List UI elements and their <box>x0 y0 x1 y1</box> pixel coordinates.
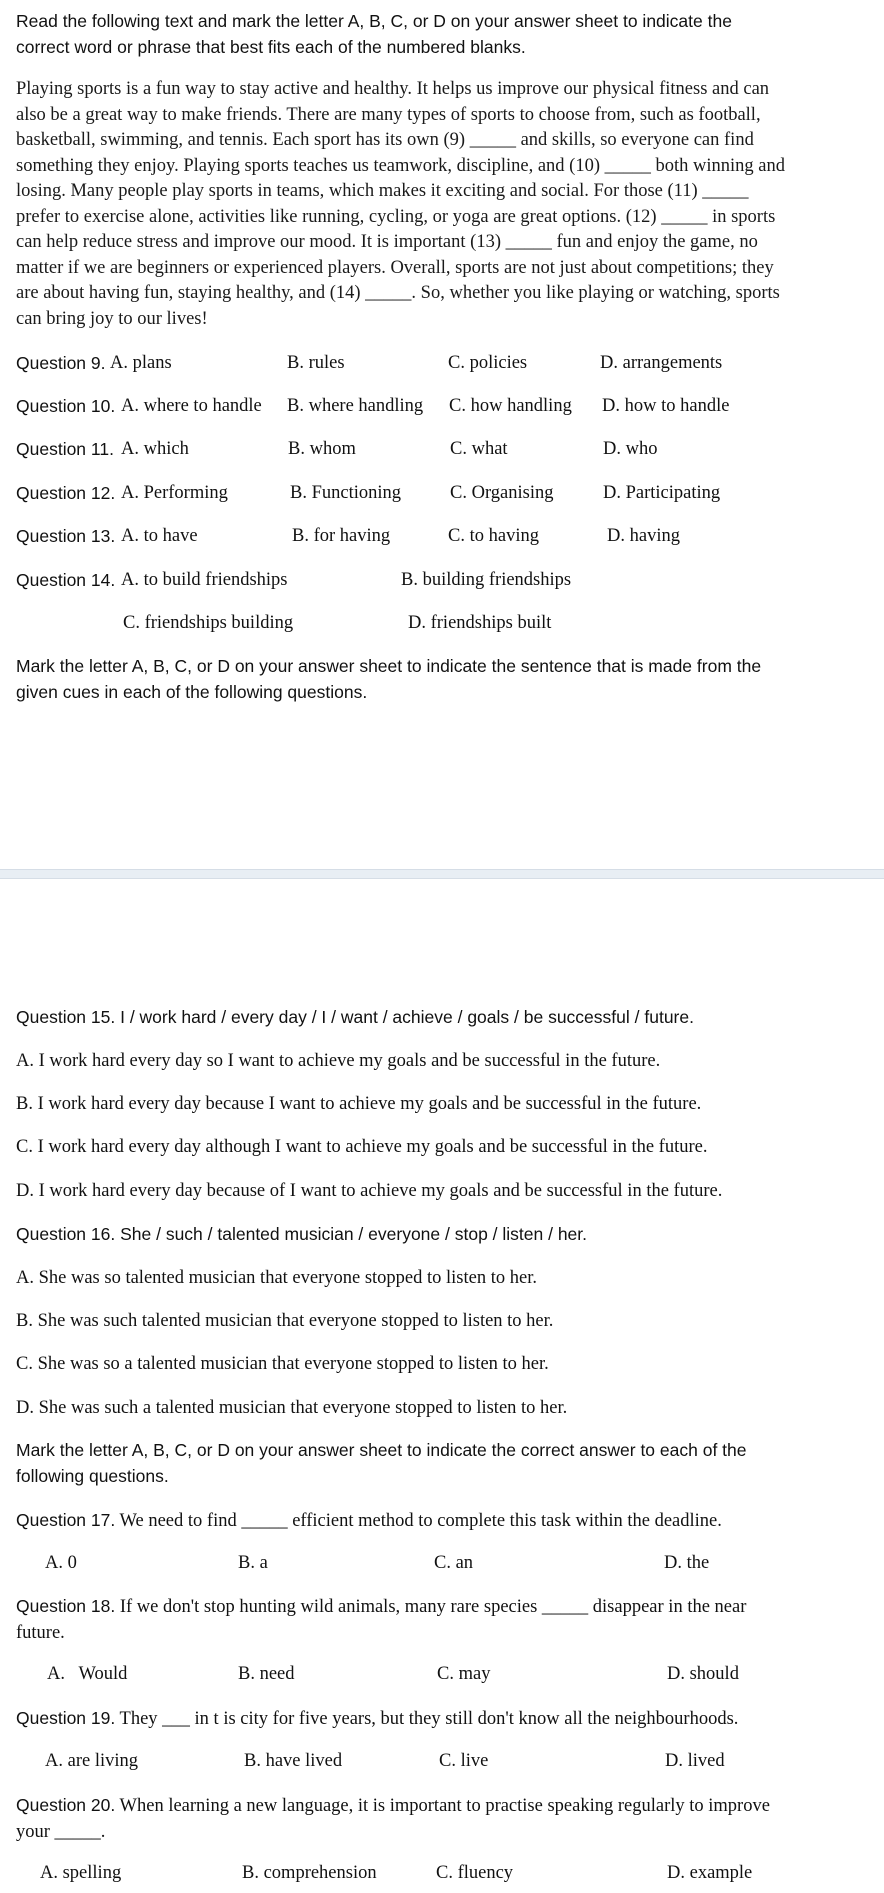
option-c[interactable]: C. to having <box>448 526 539 546</box>
option-a[interactable]: A. which <box>121 439 189 459</box>
option-a[interactable]: A. 0 <box>45 1553 77 1573</box>
option-d[interactable]: D. should <box>667 1664 739 1684</box>
question-text: We need to find _____ efficient method to complete this task within the deadline. <box>119 1511 722 1531</box>
section1-instruction: Read the following text and mark the letter A, B, C, or D on your answer sheet to indicate the correct word or phrase that best fits each of the numbered blanks. <box>16 11 732 57</box>
option-b[interactable]: B. I work hard every day because I want to achieve my goals and be successful in the future. <box>16 1094 702 1114</box>
option-d[interactable]: D. how to handle <box>602 396 730 416</box>
option-d[interactable]: D. Participating <box>603 483 721 503</box>
option-b[interactable]: B. a <box>238 1553 268 1573</box>
option-b[interactable]: B. for having <box>292 526 391 546</box>
question-stem: Question 16. She / such / talented musician / everyone / stop / listen / her. <box>16 1224 588 1244</box>
option-b[interactable]: B. whom <box>288 439 356 459</box>
option-c[interactable]: C. Organising <box>450 483 554 503</box>
option-c[interactable]: C. policies <box>448 353 528 373</box>
question-label: Question 13. <box>16 526 116 546</box>
option-a[interactable]: A. where to handle <box>121 396 262 416</box>
option-d[interactable]: D. the <box>664 1553 710 1573</box>
option-a[interactable]: A. spelling <box>40 1863 122 1883</box>
option-d[interactable]: D. friendships built <box>408 613 552 633</box>
option-c[interactable]: C. may <box>437 1664 491 1684</box>
option-a[interactable]: A. I work hard every day so I want to achieve my goals and be successful in the future. <box>16 1051 661 1071</box>
option-c[interactable]: C. friendships building <box>123 613 294 633</box>
option-c[interactable]: C. I work hard every day although I want to achieve my goals and be successful in the future. <box>16 1137 708 1157</box>
question-label: Question 19. <box>16 1708 116 1728</box>
question-text: They ___ in t is city for five years, but they still don't know all the neighbourhoods. <box>119 1709 739 1729</box>
page-break <box>0 869 884 879</box>
option-b[interactable]: B. have lived <box>244 1751 343 1771</box>
option-b[interactable]: B. building friendships <box>401 570 572 590</box>
question-stem: Question 15. I / work hard / every day / I / want / achieve / goals / be successful / future. <box>16 1007 694 1027</box>
question-label: Question 17. <box>16 1510 116 1530</box>
question-text: When learning a new language, it is important to practise speaking regularly to improve your _____. <box>16 1796 770 1842</box>
option-a[interactable]: A. She was so talented musician that everyone stopped to listen to her. <box>16 1268 537 1288</box>
option-b[interactable]: B. Functioning <box>290 483 402 503</box>
section3-instruction: Mark the letter A, B, C, or D on your answer sheet to indicate the correct answer to each of the following questions. <box>16 1440 747 1486</box>
question-label: Question 9. <box>16 353 106 373</box>
option-d[interactable]: D. example <box>667 1863 753 1883</box>
question-label: Question 18. <box>16 1596 116 1616</box>
question-text: If we don't stop hunting wild animals, many rare species _____ disappear in the near future. <box>16 1597 747 1643</box>
section2-instruction: Mark the letter A, B, C, or D on your answer sheet to indicate the sentence that is made from the given cues in each of the following questions. <box>16 656 762 702</box>
option-d[interactable]: D. arrangements <box>600 353 723 373</box>
reading-passage: Playing sports is a fun way to stay active and healthy. It helps us improve our physical fitness and can also be a great way to make friends. There are many types of sports to choose from, such as football, basketball, swimming, and tennis. Each sport has its own (9) _____ and skills, so everyone can find something they enjoy. Playing sports teaches us teamwork, discipline, and (10) _____ both winning and losing. Many people play sports in teams, which makes it exciting and social. For those (11) _____ prefer to exercise alone, activities like running, cycling, or yoga are great options. (12) _____ in sports can help reduce stress and improve our mood. It is important (13) _____ fun and enjoy the game, no matter if we are beginners or experienced players. Overall, sports are not just about competitions; they are about having fun, staying healthy, and (14) _____. So, whether you like playing or watching, sports can bring joy to our lives! <box>16 79 785 329</box>
question-label: Question 20. <box>16 1795 116 1815</box>
question-line <box>16 1507 722 1534</box>
option-a[interactable]: A. to build friendships <box>121 570 288 590</box>
option-a[interactable]: A. to have <box>121 526 198 546</box>
question-label: Question 11. <box>16 439 114 459</box>
question-label: Question 14. <box>16 570 116 590</box>
question-label: Question 10. <box>16 396 116 416</box>
option-c[interactable]: C. live <box>439 1751 489 1771</box>
option-d[interactable]: D. She was such a talented musician that everyone stopped to listen to her. <box>16 1398 568 1418</box>
option-d[interactable]: D. who <box>603 439 658 459</box>
option-d[interactable]: D. lived <box>665 1751 725 1771</box>
option-b[interactable]: B. where handling <box>287 396 424 416</box>
option-d[interactable]: D. having <box>607 526 680 546</box>
option-a[interactable]: A. Would <box>47 1664 128 1684</box>
question-line <box>16 1705 738 1732</box>
option-a[interactable]: A. plans <box>110 353 172 373</box>
option-a[interactable]: A. are living <box>45 1751 138 1771</box>
question-label: Question 12. <box>16 483 116 503</box>
option-c[interactable]: C. an <box>434 1553 474 1573</box>
option-b[interactable]: B. rules <box>287 353 345 373</box>
option-c[interactable]: C. fluency <box>436 1863 514 1883</box>
option-b[interactable]: B. She was such talented musician that everyone stopped to listen to her. <box>16 1311 554 1331</box>
option-c[interactable]: C. what <box>450 439 508 459</box>
option-c[interactable]: C. She was so a talented musician that everyone stopped to listen to her. <box>16 1354 549 1374</box>
option-b[interactable]: B. need <box>238 1664 295 1684</box>
option-b[interactable]: B. comprehension <box>242 1863 377 1883</box>
option-a[interactable]: A. Performing <box>121 483 228 503</box>
option-c[interactable]: C. how handling <box>449 396 572 416</box>
option-d[interactable]: D. I work hard every day because of I want to achieve my goals and be successful in the future. <box>16 1181 723 1201</box>
question-line <box>16 1792 786 1845</box>
question-line <box>16 1593 796 1646</box>
